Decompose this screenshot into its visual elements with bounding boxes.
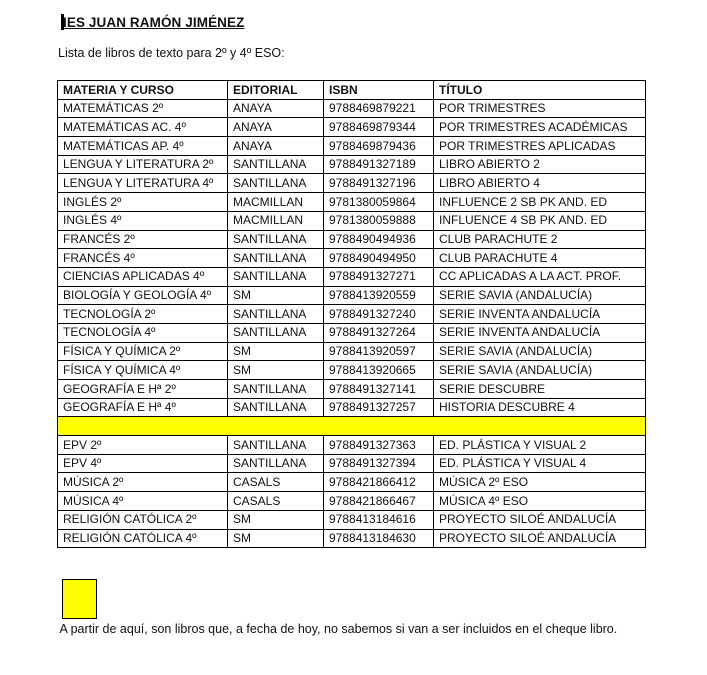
header-titulo: TÍTULO [434,81,646,100]
cell-materia: LENGUA Y LITERATURA 2º [58,155,228,174]
table-row [58,267,646,286]
cell-titulo: SERIE SAVIA (ANDALUCÍA) [434,286,646,305]
document-title [61,14,244,30]
cell-editorial: CASALS [228,492,324,511]
cell-editorial: SM [228,529,324,548]
cell-titulo: LIBRO ABIERTO 2 [434,155,646,174]
highlight-separator-row [58,417,646,436]
table-row [58,342,646,361]
cell-titulo: SERIE DESCUBRE [434,380,646,399]
cell-isbn: 9781380059888 [324,211,434,230]
header-row [58,81,646,100]
table-row [58,323,646,342]
cell-titulo: PROYECTO SILOÉ ANDALUCÍA [434,529,646,548]
cell-materia: INGLÉS 4º [58,211,228,230]
cell-titulo: ED. PLÁSTICA Y VISUAL 4 [434,454,646,473]
cell-materia: EPV 4º [58,454,228,473]
table-row [58,211,646,230]
cell-titulo: MÚSICA 4º ESO [434,492,646,511]
table-row [58,174,646,193]
table-row [58,137,646,156]
document-title-text: IES JUAN RAMÓN JIMÉNEZ [63,15,245,30]
cell-isbn: 9788491327271 [324,267,434,286]
book-table-body [58,99,646,548]
cell-titulo: SERIE SAVIA (ANDALUCÍA) [434,342,646,361]
cell-materia: LENGUA Y LITERATURA 4º [58,174,228,193]
cell-materia: RELIGIÓN CATÓLICA 4º [58,529,228,548]
cell-titulo: INFLUENCE 2 SB PK AND. ED [434,193,646,212]
cell-isbn: 9788469879436 [324,137,434,156]
cell-isbn: 9788491327363 [324,436,434,455]
highlight-separator-cell [58,417,646,436]
cell-isbn: 9788413920597 [324,342,434,361]
cell-materia: GEOGRAFÍA E Hª 4º [58,398,228,417]
cell-materia: CIENCIAS APLICADAS 4º [58,267,228,286]
cell-editorial: SANTILLANA [228,155,324,174]
table-row [58,305,646,324]
cell-editorial: SM [228,510,324,529]
cell-titulo: CLUB PARACHUTE 4 [434,249,646,268]
header-isbn: ISBN [324,81,434,100]
cell-titulo: HISTORIA DESCUBRE 4 [434,398,646,417]
cell-isbn: 9788491327257 [324,398,434,417]
cell-editorial: SANTILLANA [228,174,324,193]
cell-materia: MATEMÁTICAS 2º [58,99,228,118]
header-editorial: EDITORIAL [228,81,324,100]
header-materia-y-curso: MATERIA Y CURSO [58,81,228,100]
cell-editorial: SM [228,361,324,380]
table-row [58,118,646,137]
cell-editorial: SM [228,286,324,305]
cell-materia: MATEMÁTICAS AC. 4º [58,118,228,137]
cell-titulo: PROYECTO SILOÉ ANDALUCÍA [434,510,646,529]
cell-materia: TECNOLOGÍA 2º [58,305,228,324]
cell-titulo: MÚSICA 2º ESO [434,473,646,492]
cell-isbn: 9788491327240 [324,305,434,324]
cell-materia: INGLÉS 2º [58,193,228,212]
cell-editorial: SANTILLANA [228,305,324,324]
cell-editorial: CASALS [228,473,324,492]
cell-editorial: SANTILLANA [228,436,324,455]
table-row [58,193,646,212]
cell-titulo: SERIE INVENTA ANDALUCÍA [434,305,646,324]
cell-materia: FRANCÉS 4º [58,249,228,268]
cell-titulo: LIBRO ABIERTO 4 [434,174,646,193]
cell-materia: RELIGIÓN CATÓLICA 2º [58,510,228,529]
cell-editorial: MACMILLAN [228,193,324,212]
intro-line: Lista de libros de texto para 2º y 4º ESO: [58,46,285,60]
cell-editorial: SANTILLANA [228,398,324,417]
cell-editorial: ANAYA [228,137,324,156]
cell-materia: EPV 2º [58,436,228,455]
cell-materia: MÚSICA 2º [58,473,228,492]
cell-editorial: SANTILLANA [228,230,324,249]
cell-isbn: 9788491327264 [324,323,434,342]
cell-materia: FÍSICA Y QUÍMICA 4º [58,361,228,380]
cell-editorial: ANAYA [228,99,324,118]
cell-titulo: SERIE SAVIA (ANDALUCÍA) [434,361,646,380]
cell-editorial: SM [228,342,324,361]
cell-isbn: 9788491327189 [324,155,434,174]
cell-materia: BIOLOGÍA Y GEOLOGÍA 4º [58,286,228,305]
cell-isbn: 9788469879221 [324,99,434,118]
cell-isbn: 9788413920559 [324,286,434,305]
cell-isbn: 9788413920665 [324,361,434,380]
legend-note: A partir de aquí, son libros que, a fecha de hoy, no sabemos si van a ser incluidos en el cheque libro. [56,622,618,636]
table-row [58,230,646,249]
cell-isbn: 9788491327394 [324,454,434,473]
table-row [58,380,646,399]
cell-titulo: POR TRIMESTRES APLICADAS [434,137,646,156]
cell-editorial: SANTILLANA [228,267,324,286]
table-row [58,473,646,492]
cell-titulo: INFLUENCE 4 SB PK AND. ED [434,211,646,230]
cell-titulo: ED. PLÁSTICA Y VISUAL 2 [434,436,646,455]
cell-isbn: 9788490494936 [324,230,434,249]
book-table [57,80,646,548]
cell-isbn: 9788413184630 [324,529,434,548]
table-row [58,454,646,473]
table-row [58,398,646,417]
cell-editorial: ANAYA [228,118,324,137]
highlight-legend-swatch [62,579,97,619]
cell-editorial: SANTILLANA [228,323,324,342]
cell-titulo: CC APLICADAS A LA ACT. PROF. [434,267,646,286]
cell-isbn: 9788490494950 [324,249,434,268]
cell-isbn: 9781380059864 [324,193,434,212]
cell-editorial: MACMILLAN [228,211,324,230]
cell-editorial: SANTILLANA [228,380,324,399]
cell-titulo: POR TRIMESTRES [434,99,646,118]
cell-materia: FÍSICA Y QUÍMICA 2º [58,342,228,361]
cell-isbn: 9788421866467 [324,492,434,511]
cell-materia: TECNOLOGÍA 4º [58,323,228,342]
cell-titulo: POR TRIMESTRES ACADÉMICAS [434,118,646,137]
cell-materia: GEOGRAFÍA E Hª 2º [58,380,228,399]
table-row [58,286,646,305]
cell-isbn: 9788491327196 [324,174,434,193]
cell-titulo: SERIE INVENTA ANDALUCÍA [434,323,646,342]
table-row [58,361,646,380]
table-row [58,99,646,118]
cell-isbn: 9788469879344 [324,118,434,137]
table-row [58,492,646,511]
table-row [58,436,646,455]
cell-isbn: 9788421866412 [324,473,434,492]
cell-titulo: CLUB PARACHUTE 2 [434,230,646,249]
cell-materia: MÚSICA 4º [58,492,228,511]
table-row [58,510,646,529]
cell-materia: FRANCÉS 2º [58,230,228,249]
table-row [58,249,646,268]
cell-isbn: 9788413184616 [324,510,434,529]
cell-isbn: 9788491327141 [324,380,434,399]
table-row [58,155,646,174]
table-row [58,529,646,548]
cell-editorial: SANTILLANA [228,454,324,473]
cell-materia: MATEMÁTICAS AP. 4º [58,137,228,156]
cell-editorial: SANTILLANA [228,249,324,268]
